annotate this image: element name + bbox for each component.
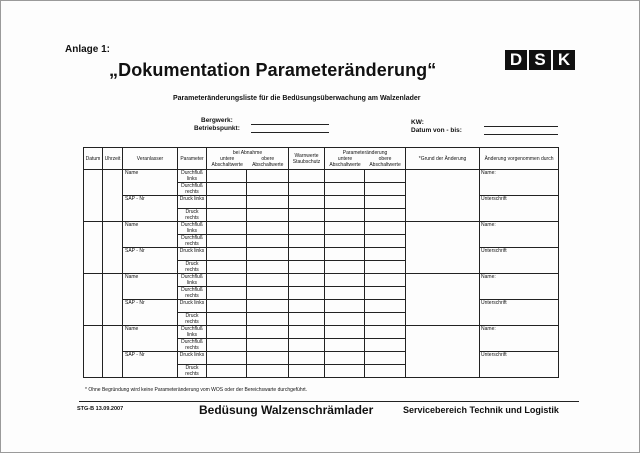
aenderung-name-cell[interactable]: Name: xyxy=(480,326,559,352)
neu-untere-cell[interactable] xyxy=(325,170,365,183)
header-parameter: Parameter xyxy=(178,148,207,170)
parameter-cell: Durchfluß links xyxy=(178,170,207,183)
warnwert-cell[interactable] xyxy=(289,170,325,183)
untere-cell[interactable] xyxy=(207,170,247,183)
datum-cell[interactable] xyxy=(84,222,103,274)
neu-obere-cell[interactable] xyxy=(365,313,406,326)
untere-cell[interactable] xyxy=(207,248,247,261)
untere-cell[interactable] xyxy=(207,326,247,339)
footer-department: Servicebereich Technik und Logistik xyxy=(403,405,559,415)
untere-cell[interactable] xyxy=(207,209,247,222)
footnote: * Ohne Begründung wird keine Parameteränderung vom WOS oder der Bereichswarte durchgeführt. xyxy=(85,387,308,393)
header-obere-2: obere Abschaltwerte xyxy=(369,155,401,168)
uhrzeit-cell[interactable] xyxy=(103,222,123,274)
neu-untere-cell[interactable] xyxy=(325,300,365,313)
parameter-cell: Druck links xyxy=(178,196,207,209)
parameter-cell: Druck rechts xyxy=(178,313,207,326)
neu-obere-cell[interactable] xyxy=(365,274,406,287)
neu-untere-cell[interactable] xyxy=(325,287,365,300)
obere-cell[interactable] xyxy=(247,313,289,326)
warnwert-cell[interactable] xyxy=(289,209,325,222)
uhrzeit-cell[interactable] xyxy=(103,170,123,222)
parameter-cell: Durchfluß rechts xyxy=(178,287,207,300)
neu-obere-cell[interactable] xyxy=(365,261,406,274)
document-subtitle: Parameteränderungsliste für die Bedüsungsüberwachung am Walzenlader xyxy=(173,95,421,102)
warnwert-cell[interactable] xyxy=(289,248,325,261)
document-title: „Dokumentation Parameteränderung“ xyxy=(109,60,437,80)
warnwert-cell[interactable] xyxy=(289,313,325,326)
logo-letter: S xyxy=(529,50,551,70)
obere-cell[interactable] xyxy=(247,196,289,209)
neu-untere-cell[interactable] xyxy=(325,196,365,209)
neu-obere-cell[interactable] xyxy=(365,287,406,300)
neu-obere-cell[interactable] xyxy=(365,222,406,235)
parameter-cell: Durchfluß links xyxy=(178,222,207,235)
header-uhrzeit: Uhrzeit xyxy=(103,148,123,170)
obere-cell[interactable] xyxy=(247,287,289,300)
veranlasser-name-cell[interactable]: Name xyxy=(123,326,178,352)
bergwerk-label: Bergwerk: xyxy=(201,117,233,124)
obere-cell[interactable] xyxy=(247,209,289,222)
parameter-cell: Druck rechts xyxy=(178,209,207,222)
grund-cell[interactable] xyxy=(406,274,480,326)
neu-untere-cell[interactable] xyxy=(325,313,365,326)
bergwerk-field[interactable] xyxy=(251,124,329,125)
neu-untere-cell[interactable] xyxy=(325,339,365,352)
veranlasser-name-cell[interactable]: Name xyxy=(123,222,178,248)
betriebspunkt-field[interactable] xyxy=(251,132,329,133)
datum-cell[interactable] xyxy=(84,326,103,378)
untere-cell[interactable] xyxy=(207,313,247,326)
header-untere: untere Abschaltwerte xyxy=(211,155,243,168)
table-row xyxy=(84,326,559,339)
table-row xyxy=(84,222,559,235)
obere-cell[interactable] xyxy=(247,326,289,339)
header-obere: obere Abschaltwerte xyxy=(252,155,284,168)
table-body xyxy=(84,170,559,378)
aenderung-name-cell[interactable]: Name: xyxy=(480,222,559,248)
obere-cell[interactable] xyxy=(247,222,289,235)
parameter-cell: Druck links xyxy=(178,248,207,261)
warnwert-cell[interactable] xyxy=(289,365,325,378)
untere-cell[interactable] xyxy=(207,300,247,313)
kw-field[interactable] xyxy=(484,126,558,127)
grund-cell[interactable] xyxy=(406,326,480,378)
header-warnwerte: Warnwerte Staubschutz xyxy=(289,148,325,170)
header-bei-abnahme-label: bei Abnahme xyxy=(232,149,263,156)
veranlasser-name-cell[interactable]: Name xyxy=(123,274,178,300)
untere-cell[interactable] xyxy=(207,183,247,196)
neu-obere-cell[interactable] xyxy=(365,352,406,365)
veranlasser-name-cell[interactable]: Name xyxy=(123,170,178,196)
parameter-cell: Druck rechts xyxy=(178,261,207,274)
obere-cell[interactable] xyxy=(247,339,289,352)
aenderung-name-cell[interactable]: Name: xyxy=(480,170,559,196)
header-aenderung: Änderung vorgenommen durch xyxy=(480,148,559,170)
table-row xyxy=(84,300,559,313)
warnwert-cell[interactable] xyxy=(289,183,325,196)
parameter-cell: Durchfluß rechts xyxy=(178,183,207,196)
obere-cell[interactable] xyxy=(247,235,289,248)
neu-untere-cell[interactable] xyxy=(325,365,365,378)
warnwert-cell[interactable] xyxy=(289,326,325,339)
table-row xyxy=(84,196,559,209)
table-row xyxy=(84,352,559,365)
datum-label: Datum von - bis: xyxy=(411,127,462,134)
neu-untere-cell[interactable] xyxy=(325,183,365,196)
header-veranlasser: Veranlasser xyxy=(123,148,178,170)
parameter-cell: Durchfluß links xyxy=(178,326,207,339)
dsk-logo xyxy=(505,50,575,70)
veranlasser-sap-cell[interactable]: SAP - Nr xyxy=(123,352,178,378)
obere-cell[interactable] xyxy=(247,183,289,196)
untere-cell[interactable] xyxy=(207,365,247,378)
neu-obere-cell[interactable] xyxy=(365,235,406,248)
untere-cell[interactable] xyxy=(207,339,247,352)
neu-untere-cell[interactable] xyxy=(325,261,365,274)
obere-cell[interactable] xyxy=(247,300,289,313)
veranlasser-sap-cell[interactable]: SAP - Nr xyxy=(123,300,178,326)
header-datum: Datum xyxy=(84,148,103,170)
neu-untere-cell[interactable] xyxy=(325,248,365,261)
grund-cell[interactable] xyxy=(406,222,480,274)
obere-cell[interactable] xyxy=(247,170,289,183)
obere-cell[interactable] xyxy=(247,274,289,287)
neu-untere-cell[interactable] xyxy=(325,352,365,365)
aenderung-signature-cell[interactable]: Unterschrift xyxy=(480,248,559,274)
header-untere-2: untere Abschaltwerte xyxy=(329,155,361,168)
neu-untere-cell[interactable] xyxy=(325,274,365,287)
neu-untere-cell[interactable] xyxy=(325,209,365,222)
anlage-label: Anlage 1: xyxy=(65,44,111,55)
logo-letter: D xyxy=(505,50,527,70)
logo-letter: K xyxy=(553,50,575,70)
datum-cell[interactable] xyxy=(84,274,103,326)
neu-untere-cell[interactable] xyxy=(325,222,365,235)
obere-cell[interactable] xyxy=(247,248,289,261)
datum-cell[interactable] xyxy=(84,170,103,222)
footer-title: Bedüsung Walzenschrämlader xyxy=(199,403,374,417)
header-parameteraenderung-label: Parameteränderung xyxy=(342,149,388,156)
warnwert-cell[interactable] xyxy=(289,300,325,313)
untere-cell[interactable] xyxy=(207,287,247,300)
warnwert-cell[interactable] xyxy=(289,261,325,274)
parameter-cell: Druck rechts xyxy=(178,365,207,378)
header-bei-abnahme xyxy=(207,148,289,170)
header-grund: *Grund der Änderung xyxy=(406,148,480,170)
parameter-cell: Durchfluß links xyxy=(178,274,207,287)
veranlasser-sap-cell[interactable]: SAP - Nr xyxy=(123,196,178,222)
warnwert-cell[interactable] xyxy=(289,274,325,287)
aenderung-name-cell[interactable]: Name: xyxy=(480,274,559,300)
neu-obere-cell[interactable] xyxy=(365,248,406,261)
footer-doc-code: STG-B 13.09.2007 xyxy=(77,406,124,412)
warnwert-cell[interactable] xyxy=(289,235,325,248)
table-row xyxy=(84,274,559,287)
betriebspunkt-label: Betriebspunkt: xyxy=(194,125,240,132)
parameter-table xyxy=(83,147,559,378)
neu-obere-cell[interactable] xyxy=(365,300,406,313)
warnwert-cell[interactable] xyxy=(289,339,325,352)
uhrzeit-cell[interactable] xyxy=(103,326,123,378)
untere-cell[interactable] xyxy=(207,274,247,287)
parameter-cell: Durchfluß rechts xyxy=(178,339,207,352)
warnwert-cell[interactable] xyxy=(289,287,325,300)
aenderung-signature-cell[interactable]: Unterschrift xyxy=(480,352,559,378)
veranlasser-sap-cell[interactable]: SAP - Nr xyxy=(123,248,178,274)
uhrzeit-cell[interactable] xyxy=(103,274,123,326)
warnwert-cell[interactable] xyxy=(289,352,325,365)
warnwert-cell[interactable] xyxy=(289,196,325,209)
neu-obere-cell[interactable] xyxy=(365,326,406,339)
aenderung-signature-cell[interactable]: Unterschrift xyxy=(480,300,559,326)
parameter-cell: Durchfluß rechts xyxy=(178,235,207,248)
neu-untere-cell[interactable] xyxy=(325,326,365,339)
table-row xyxy=(84,170,559,183)
untere-cell[interactable] xyxy=(207,222,247,235)
neu-obere-cell[interactable] xyxy=(365,196,406,209)
obere-cell[interactable] xyxy=(247,365,289,378)
untere-cell[interactable] xyxy=(207,235,247,248)
untere-cell[interactable] xyxy=(207,196,247,209)
warnwert-cell[interactable] xyxy=(289,222,325,235)
header-parameteraenderung xyxy=(325,148,406,170)
aenderung-signature-cell[interactable]: Unterschrift xyxy=(480,196,559,222)
untere-cell[interactable] xyxy=(207,261,247,274)
parameter-cell: Druck links xyxy=(178,300,207,313)
parameter-cell: Druck links xyxy=(178,352,207,365)
neu-obere-cell[interactable] xyxy=(365,209,406,222)
grund-cell[interactable] xyxy=(406,170,480,222)
table-header-row xyxy=(84,148,559,170)
untere-cell[interactable] xyxy=(207,352,247,365)
obere-cell[interactable] xyxy=(247,352,289,365)
obere-cell[interactable] xyxy=(247,261,289,274)
neu-obere-cell[interactable] xyxy=(365,339,406,352)
footer-divider xyxy=(79,401,579,402)
neu-untere-cell[interactable] xyxy=(325,235,365,248)
neu-obere-cell[interactable] xyxy=(365,365,406,378)
table-row xyxy=(84,248,559,261)
kw-label: KW: xyxy=(411,119,424,126)
datum-field[interactable] xyxy=(484,134,558,135)
neu-obere-cell[interactable] xyxy=(365,183,406,196)
neu-obere-cell[interactable] xyxy=(365,170,406,183)
